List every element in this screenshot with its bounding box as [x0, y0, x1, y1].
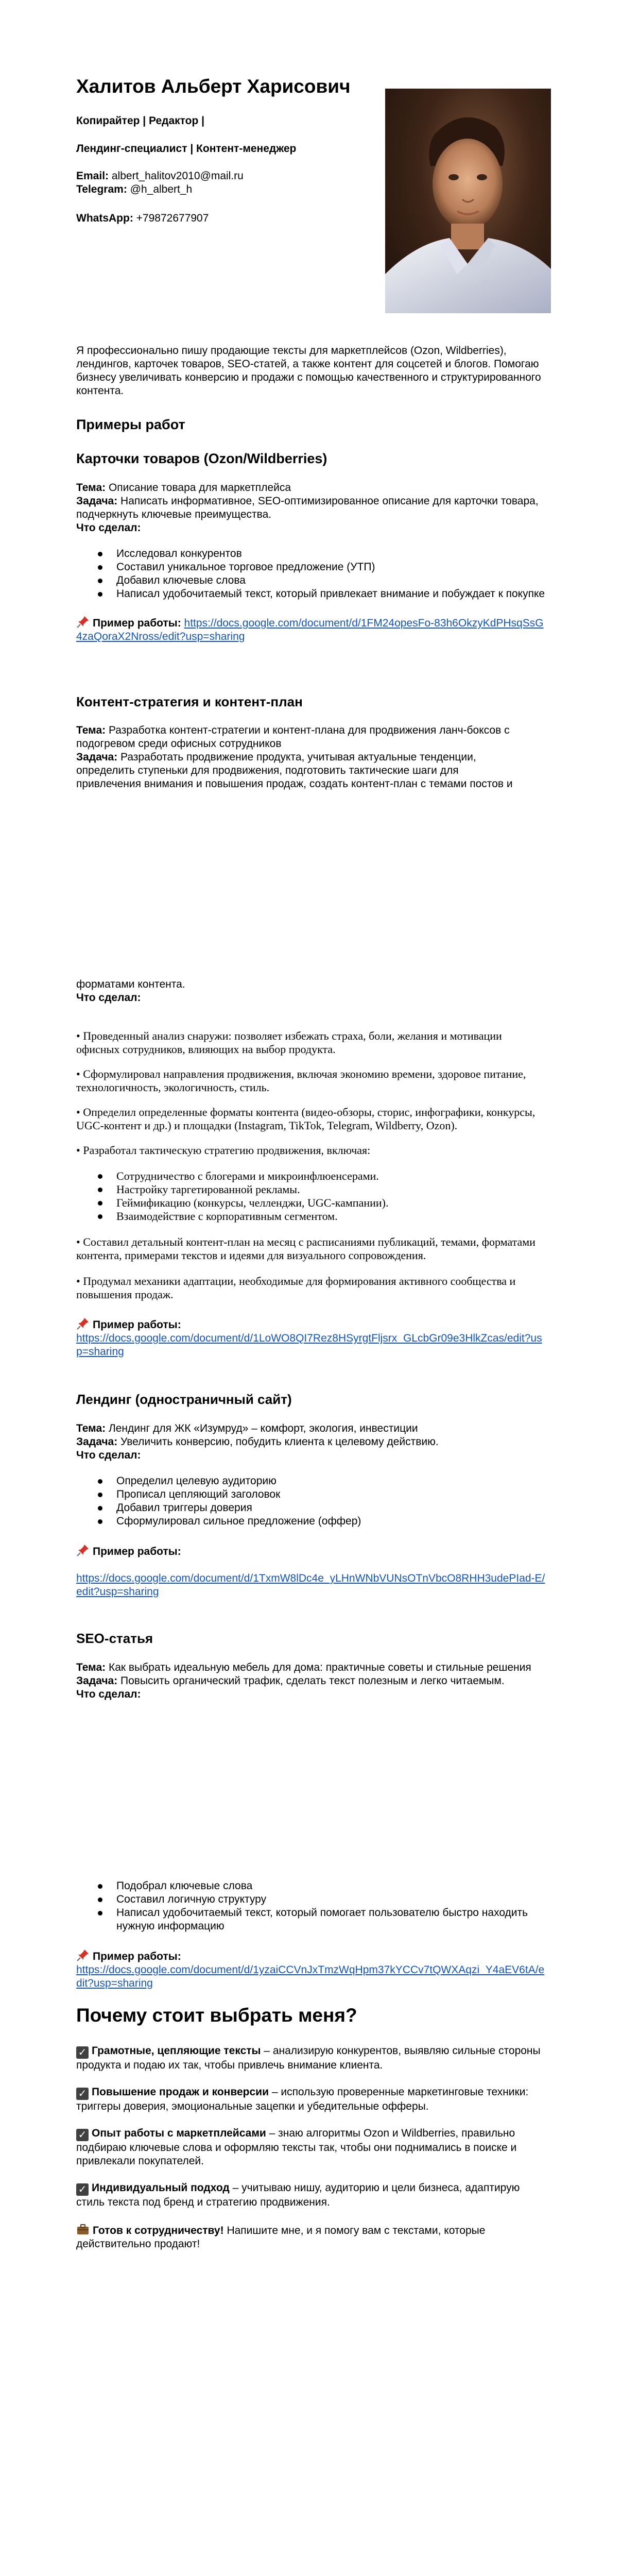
cards-section [76, 481, 547, 643]
content-theme: Разработка контент-стратегии и контент-плана для продвижения ланч-боксов с подогревом среди офисных сотрудников [76, 724, 510, 750]
seo-heading: SEO-статья [76, 1631, 153, 1646]
why-point: ✓ Грамотные, цепляющие тексты – анализирую конкурентов, выявляю сильные стороны продукта и подаю их так, чтобы привлечь внимание клиента. [76, 2045, 541, 2071]
list-item: Геймификацию (конкурсы, челленджи, UGC-кампании). [76, 1196, 547, 1210]
why-point: ✓ Опыт работы с маркетплейсами – знаю алгоритмы Ozon и Wildberries, правильно подбираю ключевые слова и оформляю тексты так, чтобы они поднимались в поиске и привлекали покупателей. [76, 2127, 517, 2167]
email-value[interactable]: albert_halitov2010@mail.ru [111, 170, 244, 182]
theme-label: Тема: [76, 1422, 106, 1434]
cards-example-link[interactable]: https://docs.google.com/document/d/1FM24opesFo-83h6OkzyKdPHsqSsG4zaQoraX2Nross/edit?usp=sharing [76, 617, 544, 642]
cards-task: Написать информативное, SEO-оптимизированное описание для карточки товара, подчеркнуть ключевые преимущества. [76, 495, 539, 520]
whatsapp-value[interactable]: +79872677907 [136, 212, 209, 224]
theme-label: Тема: [76, 724, 106, 736]
why-final: Готов к сотрудничеству! Напишите мне, и я помогу вам с текстами, которые действительно продают! [76, 2223, 547, 2251]
list-item: Составил логичную структуру [76, 1893, 547, 1906]
content-heading: Контент-стратегия и контент-план [76, 694, 303, 709]
content-bullet-plan: • Составил детальный контент-план на месяц с расписаниями публикаций, темами, форматами контента, примерами текстов и идеями для визуального сопровождения. [76, 1235, 536, 1262]
cards-theme: Описание товара для маркетплейса [108, 482, 291, 494]
list-item: Написал удобочитаемый текст, который помогает пользователю быстро находить нужную информацию [76, 1906, 547, 1933]
roles-line-2: Лендинг-специалист | Контент-менеджер [76, 143, 297, 155]
pushpin-icon [76, 1948, 90, 1962]
seo-list [76, 1879, 547, 1933]
content-task-line-2: определить ступеньки для продвижения, подготовить тактические шаги для [76, 765, 459, 776]
list-item: Исследовал конкурентов [76, 547, 547, 561]
pushpin-icon [76, 1544, 90, 1557]
example-label: Пример работы: [93, 1951, 181, 1962]
person-name: Халитов Альберт Харисович [76, 76, 351, 97]
done-label: Что сделал: [76, 1688, 141, 1700]
examples-heading: Примеры работ [76, 417, 185, 432]
content-bullet: • Проведенный анализ снаружи: позволяет избежать страха, боли, желания и мотивации офисных сотрудников, влияющих на выбор продукта. [76, 1029, 502, 1056]
check-mark-icon: ✓ [76, 2088, 89, 2100]
briefcase-icon [76, 2223, 90, 2236]
roles-line-1: Копирайтер | Редактор | [76, 115, 205, 127]
list-item: Сформулировал сильное предложение (оффер) [76, 1515, 547, 1528]
theme-label: Тема: [76, 1662, 106, 1673]
list-item: Подобрал ключевые слова [76, 1879, 547, 1893]
landing-list [76, 1475, 547, 1528]
content-bullet: • Сформулировал направления продвижения, включая экономию времени, здоровое питание, технологичность, экологичность, стиль. [76, 1067, 526, 1094]
content-sub-list [76, 1170, 547, 1223]
list-item: Прописал цепляющий заголовок [76, 1488, 547, 1501]
check-mark-icon: ✓ [76, 2183, 89, 2196]
list-item: Настройку таргетированной рекламы. [76, 1183, 547, 1196]
example-label: Пример работы: [93, 1546, 181, 1557]
task-label: Задача: [76, 495, 118, 507]
list-item: Добавил триггеры доверия [76, 1501, 547, 1515]
pushpin-icon [76, 1317, 90, 1330]
content-section-top [76, 724, 547, 791]
why-point: ✓ Индивидуальный подход – учитываю нишу, аудиторию и цели бизнеса, адаптирую стиль текста под бренд и стратегию продвижения. [76, 2182, 520, 2208]
telegram-value[interactable]: @h_albert_h [130, 183, 193, 195]
content-task-line-3: привлечения внимания и повышения продаж, создать контент-план с темами постов и [76, 778, 513, 790]
portrait-photo [385, 89, 551, 313]
content-bullet: • Разработал тактическую стратегию продвижения, включая: [76, 1144, 371, 1157]
list-item: Взаимодействие с корпоративным сегментом. [76, 1210, 547, 1223]
why-point: ✓ Повышение продаж и конверсии – использую проверенные маркетинговые техники: триггеры доверия, эмоциональные зацепки и убедительные офферы. [76, 2086, 529, 2112]
landing-heading: Лендинг (одностраничный сайт) [76, 1392, 292, 1407]
check-mark-icon: ✓ [76, 2129, 89, 2141]
content-bullet-mech: • Продумал механики адаптации, необходимые для формирования активного сообщества и повышения продаж. [76, 1275, 516, 1301]
whatsapp-row [76, 212, 209, 225]
list-item: Сотрудничество с блогерами и микроинфлюенсерами. [76, 1170, 547, 1183]
email-label: Email: [76, 170, 109, 182]
cards-heading: Карточки товаров (Ozon/Wildberries) [76, 451, 327, 466]
done-label: Что сделал: [76, 522, 141, 534]
landing-example-link[interactable]: https://docs.google.com/document/d/1TxmW8lDc4e_yLHnWNbVUNsOTnVbcO8RHH3udePIad-E/edit?usp=sharing [76, 1572, 545, 1598]
cards-list [76, 547, 547, 601]
list-item: Написал удобочитаемый текст, который привлекает внимание и побуждает к покупке [76, 587, 547, 601]
check-mark-icon: ✓ [76, 2046, 89, 2059]
intro-text: Я профессионально пишу продающие тексты для маркетплейсов (Ozon, Wildberries), лендингов, карточек товаров, SEO-статей, а также контент для соцсетей и блогов. Помогаю бизнесу увеличивать конверсию и продажи с помощью качественного и структурированного контента. [76, 345, 541, 397]
landing-theme: Лендинг для ЖК «Изумруд» – комфорт, экология, инвестиции [108, 1422, 418, 1434]
task-label: Задача: [76, 1675, 118, 1687]
seo-example-link[interactable]: https://docs.google.com/document/d/1yzaiCCVnJxTmzWqHpm37kYCCv7tQWXAqzi_Y4aEV6tA/edit?usp=sharing [76, 1964, 545, 1989]
done-label: Что сделал: [76, 992, 141, 1004]
content-section-bottom [76, 978, 547, 1359]
example-label: Пример работы: [93, 1319, 181, 1331]
seo-section-top [76, 1661, 547, 1701]
why-section [76, 2044, 547, 2251]
seo-theme: Как выбрать идеальную мебель для дома: практичные советы и стильные решения [108, 1662, 531, 1673]
telegram-label: Telegram: [76, 183, 127, 195]
content-task-line-1: Разработать продвижение продукта, учитывая актуальные тенденции, [120, 751, 476, 763]
why-heading: Почему стоит выбрать меня? [76, 2005, 357, 2026]
list-item: Добавил ключевые слова [76, 574, 547, 587]
task-label: Задача: [76, 751, 118, 763]
seo-task: Повысить органический трафик, сделать текст полезным и легко читаемым. [120, 1675, 505, 1687]
pushpin-icon [76, 615, 90, 629]
list-item: Составил уникальное торговое предложение (УТП) [76, 561, 547, 574]
content-bullet: • Определил определенные форматы контента (видео-обзоры, сторис, инфографики, конкурсы, UGC-контент и др.) и площадки (Instagram, TikTok, Telegram, Wildberry, Ozon). [76, 1106, 536, 1132]
theme-label: Тема: [76, 482, 106, 494]
landing-section [76, 1422, 547, 1599]
done-label: Что сделал: [76, 1449, 141, 1461]
landing-task: Увеличить конверсию, побудить клиента к целевому действию. [120, 1436, 439, 1448]
list-item: Определил целевую аудиторию [76, 1475, 547, 1488]
email-row [76, 170, 244, 183]
seo-section-bottom [76, 1879, 547, 1990]
whatsapp-label: WhatsApp: [76, 212, 133, 224]
telegram-row [76, 183, 192, 196]
content-task-tail: форматами контента. [76, 978, 185, 990]
content-example-link[interactable]: https://docs.google.com/document/d/1LoWO8QI7Rez8HSyrgtFljsrx_GLcbGr09e3HlkZcas/edit?usp=sharing [76, 1332, 542, 1358]
task-label: Задача: [76, 1436, 118, 1448]
example-label: Пример работы: [93, 617, 181, 629]
